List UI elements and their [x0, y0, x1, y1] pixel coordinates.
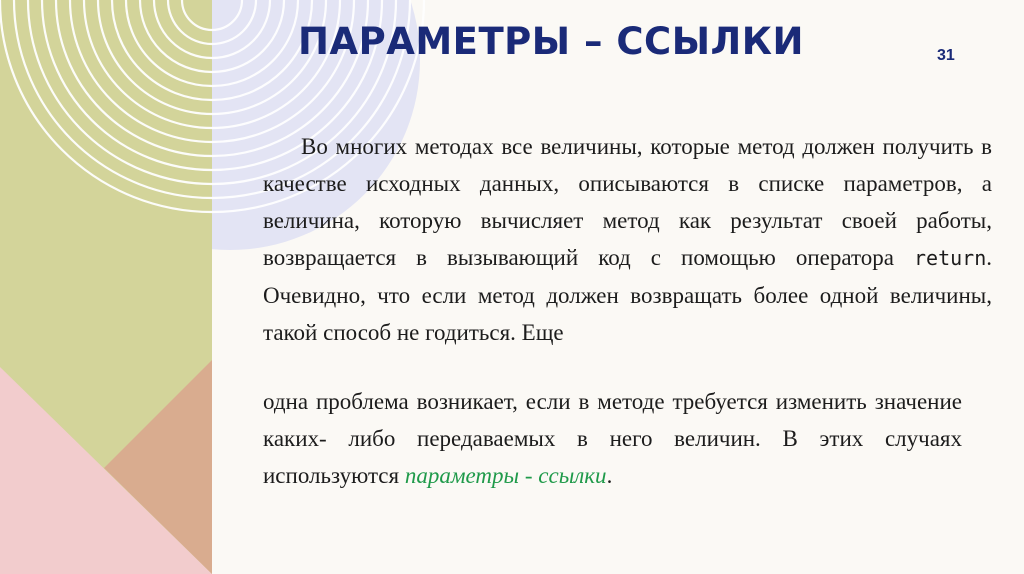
page-number: 31 — [937, 47, 955, 64]
paragraph-2 — [263, 383, 962, 494]
paragraph-1 — [263, 128, 992, 351]
paragraph-2-text-after: . — [606, 463, 613, 488]
page-title: ПАРАМЕТРЫ – ССЫЛКИ — [298, 20, 804, 63]
paragraph-1-text-before-code: Во многих методах все величины, которые метод должен получить в качестве исходных данных, описываются в списке параметров, а величина, которую вычисляет метод как результат своей работы, возвращается в вызывающий код с помощью оператора — [263, 134, 992, 270]
highlight-term: параметры - ссылки — [404, 463, 607, 488]
paragraph-2-text-before: одна проблема возникает, если в методе требуется изменить значение каких- либо передаваемых в него величин. В этих случаях используются — [263, 389, 962, 488]
paragraph-1-text-after-code: . Очевидно, что если метод должен возвращать более одной величины, такой способ не годиться. Еще — [263, 245, 992, 345]
code-return: return — [914, 246, 987, 270]
